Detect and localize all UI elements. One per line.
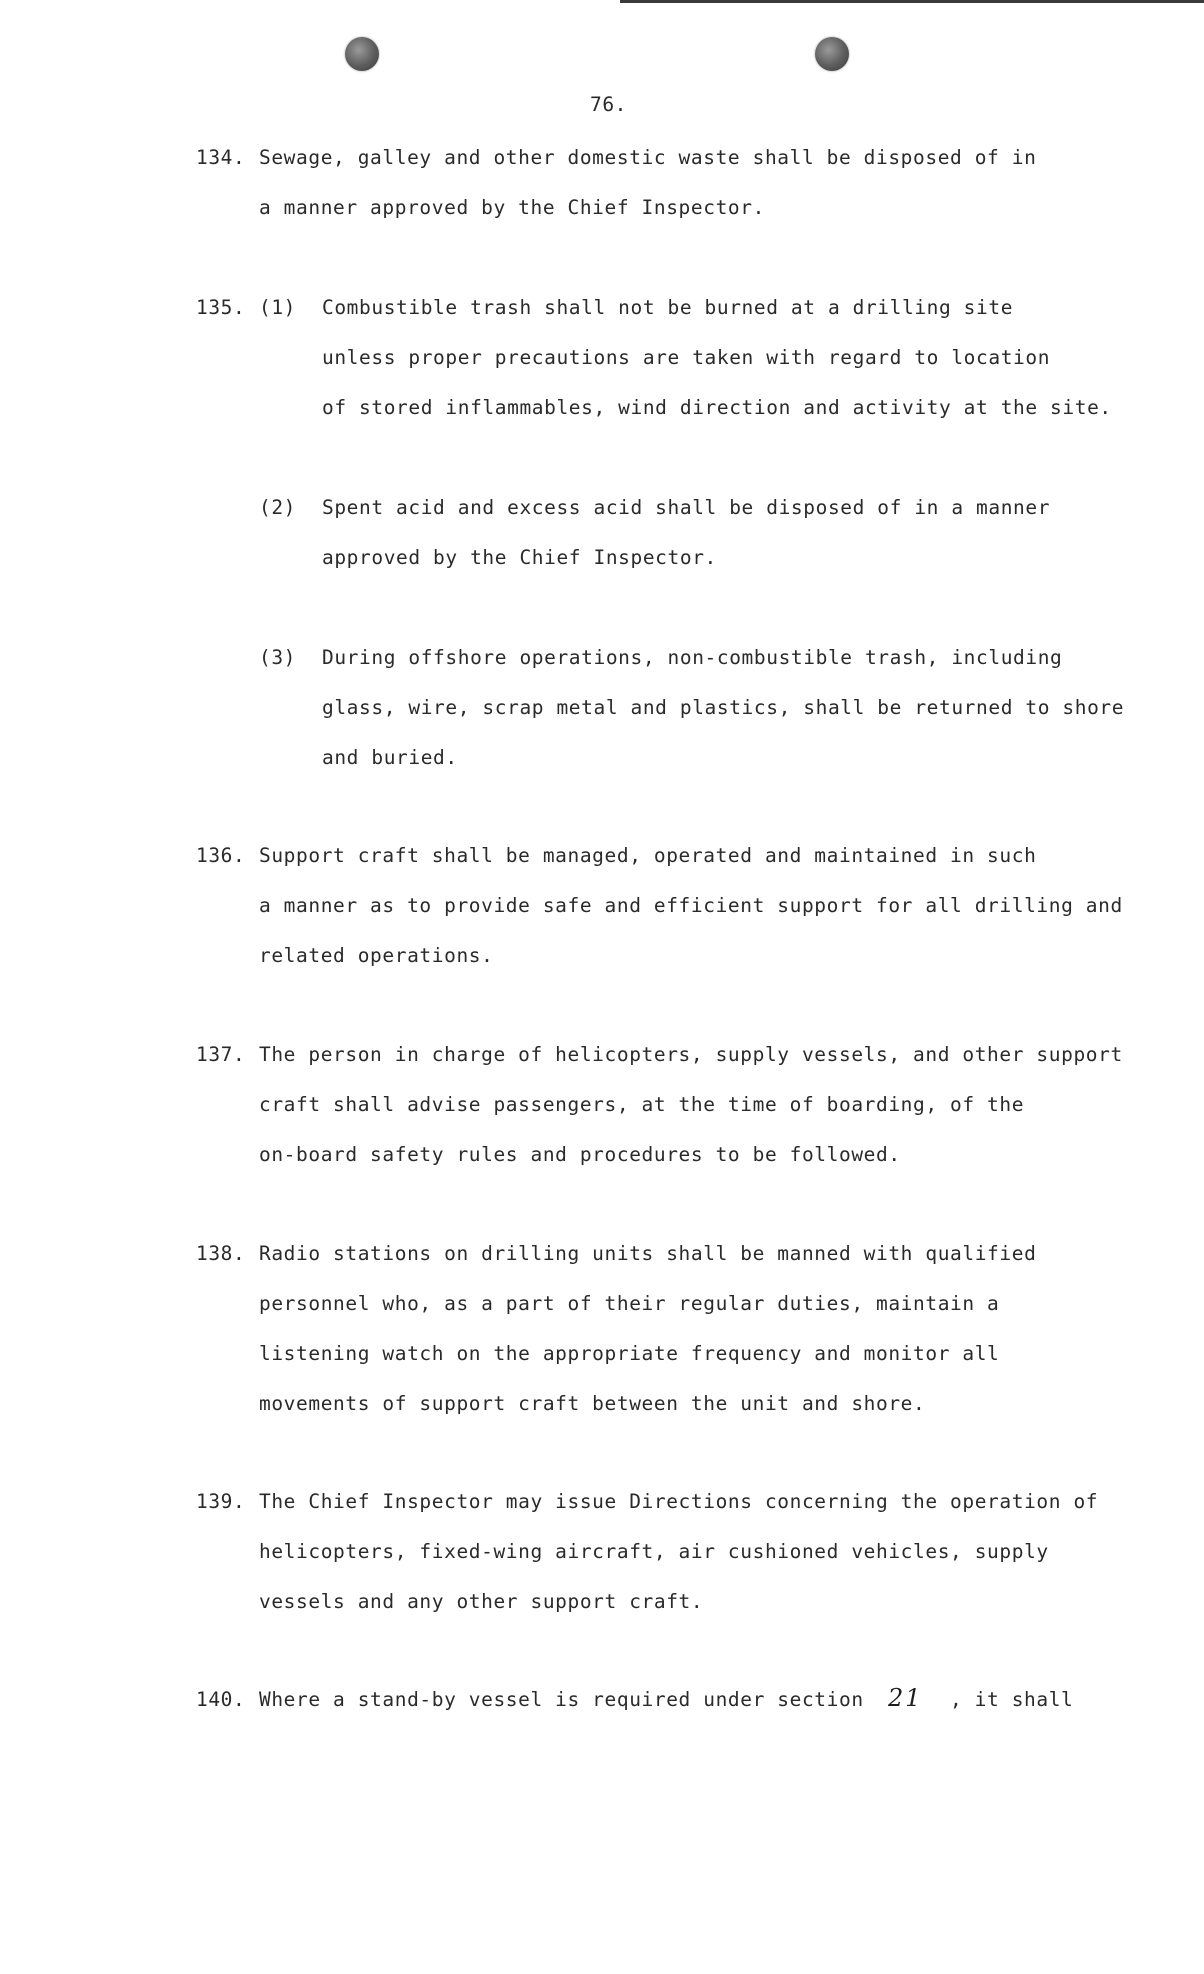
section-text-line: movements of support craft between the unit and shore. — [259, 1392, 926, 1415]
section-text-line: on-board safety rules and procedures to be followed. — [259, 1143, 901, 1166]
top-edge-rule — [620, 0, 1204, 3]
section-number: 138. — [196, 1242, 246, 1265]
section-text-line: Where a stand-by vessel is required under section — [259, 1688, 864, 1711]
handwritten-section-number: 21 — [888, 1684, 923, 1712]
subsection-label: (2) — [259, 496, 297, 519]
subsection-text-line: Spent acid and excess acid shall be disposed of in a manner — [322, 496, 1051, 519]
section-text-line: , it shall — [950, 1688, 1074, 1711]
subsection-text-line: approved by the Chief Inspector. — [322, 546, 717, 569]
section-number: 135. — [196, 296, 246, 319]
section-text-line: personnel who, as a part of their regular duties, maintain a — [259, 1292, 1000, 1315]
section-text-line: listening watch on the appropriate frequency and monitor all — [259, 1342, 1000, 1365]
section-text-line: vessels and any other support craft. — [259, 1590, 704, 1613]
section-text-line: The Chief Inspector may issue Directions concerning the operation of — [259, 1490, 1099, 1513]
subsection-text-line: and buried. — [322, 746, 458, 769]
subsection-text-line: of stored inflammables, wind direction and activity at the site. — [322, 396, 1112, 419]
section-number: 136. — [196, 844, 246, 867]
section-text-line: helicopters, fixed-wing aircraft, air cushioned vehicles, supply — [259, 1540, 1049, 1563]
section-number: 139. — [196, 1490, 246, 1513]
subsection-text-line: During offshore operations, non-combustible trash, including — [322, 646, 1063, 669]
subsection-text-line: glass, wire, scrap metal and plastics, shall be returned to shore — [322, 696, 1125, 719]
section-number: 137. — [196, 1043, 246, 1066]
binder-hole-right — [815, 37, 849, 71]
section-text-line: Support craft shall be managed, operated and maintained in such — [259, 844, 1037, 867]
section-text-line: The person in charge of helicopters, supply vessels, and other support — [259, 1043, 1123, 1066]
section-number: 140. — [196, 1688, 246, 1711]
section-text-line: a manner as to provide safe and efficient support for all drilling and — [259, 894, 1123, 917]
page-number: 76. — [590, 93, 628, 116]
section-text-line: a manner approved by the Chief Inspector. — [259, 196, 765, 219]
subsection-label: (1) — [259, 296, 297, 319]
subsection-text-line: Combustible trash shall not be burned at a drilling site — [322, 296, 1014, 319]
section-text-line: craft shall advise passengers, at the time of boarding, of the — [259, 1093, 1025, 1116]
section-text-line: Radio stations on drilling units shall be manned with qualified — [259, 1242, 1037, 1265]
subsection-text-line: unless proper precautions are taken with regard to location — [322, 346, 1051, 369]
section-text-line: related operations. — [259, 944, 494, 967]
section-text-line: Sewage, galley and other domestic waste shall be disposed of in — [259, 146, 1037, 169]
binder-hole-left — [345, 37, 379, 71]
section-number: 134. — [196, 146, 246, 169]
subsection-label: (3) — [259, 646, 297, 669]
